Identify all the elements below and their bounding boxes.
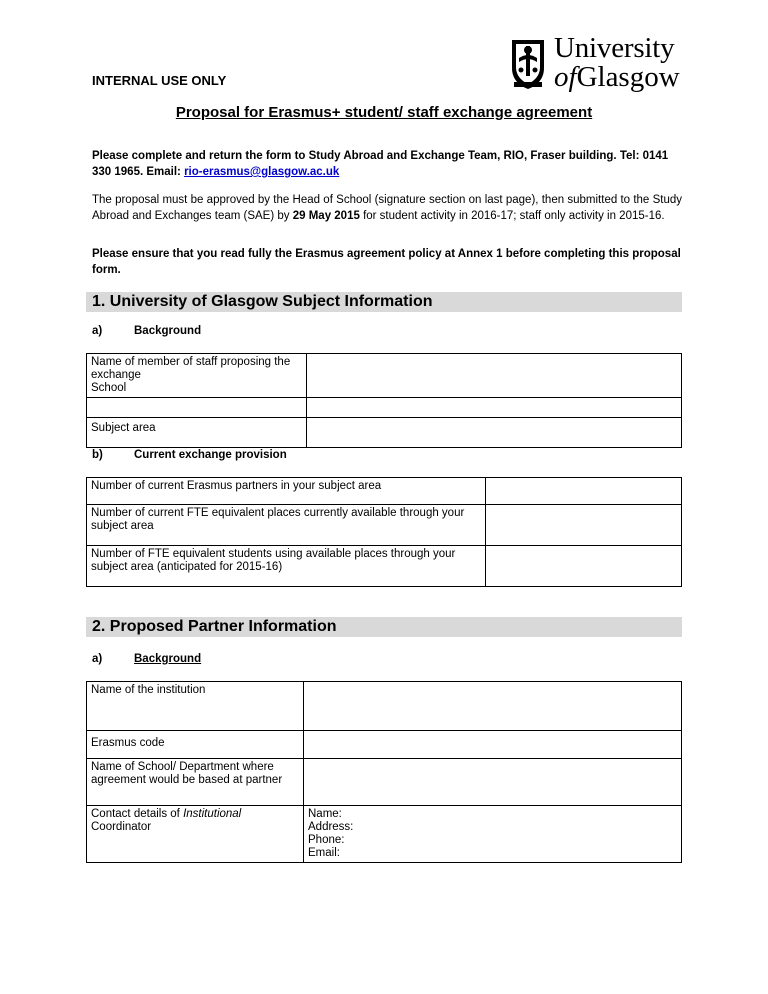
erasmus-code-label: Erasmus code <box>87 731 304 759</box>
internal-use-label: INTERNAL USE ONLY <box>92 73 227 88</box>
approval-instructions: The proposal must be approved by the Head of School (signature section on last page), then submitted to the Study Abroad and Exchanges team (SAE) by 29 May 2015 for student activity in 2016-17; staff only activity in 2015-16. <box>92 194 682 222</box>
subject-area-field[interactable] <box>307 418 682 448</box>
school-field[interactable] <box>307 398 682 418</box>
students-using-places-label: Number of FTE equivalent students using available places through your subject area (anticipated for 2015-16) <box>87 546 486 587</box>
deadline-date: 29 May 2015 <box>292 210 360 222</box>
section2-a-heading: a) Background <box>92 653 202 665</box>
section1-a-heading: a) Background <box>92 325 202 337</box>
current-partners-field[interactable] <box>486 478 682 505</box>
school-department-label: Name of School/ Department where agreement would be based at partner <box>87 759 304 806</box>
coordinator-phone-label: Phone: <box>308 834 345 846</box>
coordinator-contact-field[interactable] <box>304 806 682 863</box>
exchange-provision-table <box>86 477 682 587</box>
coordinator-email-label: Email: <box>308 847 340 859</box>
school-department-field[interactable] <box>304 759 682 806</box>
erasmus-code-field[interactable] <box>304 731 682 759</box>
page-title: Proposal for Erasmus+ student/ staff exchange agreement <box>175 104 593 121</box>
institution-name-label: Name of the institution <box>87 682 304 731</box>
section1-b-heading: b) Current exchange provision <box>92 449 287 461</box>
university-crest-icon <box>510 38 546 90</box>
section2-heading: 2. Proposed Partner Information <box>86 617 682 637</box>
coordinator-address-label: Address: <box>308 821 354 833</box>
current-partners-label: Number of current Erasmus partners in your subject area <box>87 478 486 505</box>
university-logo <box>510 32 680 94</box>
return-instructions: Please complete and return the form to Study Abroad and Exchange Team, RIO, Fraser building. Tel: 0141 330 1965. Email: rio-erasmus@glasgow.ac.uk <box>92 150 669 178</box>
available-places-field[interactable] <box>486 505 682 546</box>
section1-heading: 1. University of Glasgow Subject Information <box>86 292 682 312</box>
staff-background-table <box>86 353 682 448</box>
staff-name-field[interactable] <box>307 354 682 398</box>
available-places-label: Number of current FTE equivalent places currently available through your subject area <box>87 505 486 546</box>
subject-area-label: Subject area <box>87 418 307 448</box>
email-link[interactable]: rio-erasmus@glasgow.ac.uk <box>184 166 340 178</box>
students-using-places-field[interactable] <box>486 546 682 587</box>
staff-name-label: Name of member of staff proposing the exchange School <box>87 354 307 398</box>
coordinator-label: Contact details of Institutional Coordinator <box>87 806 304 863</box>
partner-background-table <box>86 681 682 863</box>
policy-note: Please ensure that you read fully the Erasmus agreement policy at Annex 1 before completing this proposal form. <box>92 248 681 276</box>
logo-glasgow-text: ofGlasgow <box>554 61 680 93</box>
coordinator-name-label: Name: <box>308 808 342 820</box>
logo-university-text: University <box>554 32 675 64</box>
institution-name-field[interactable] <box>304 682 682 731</box>
